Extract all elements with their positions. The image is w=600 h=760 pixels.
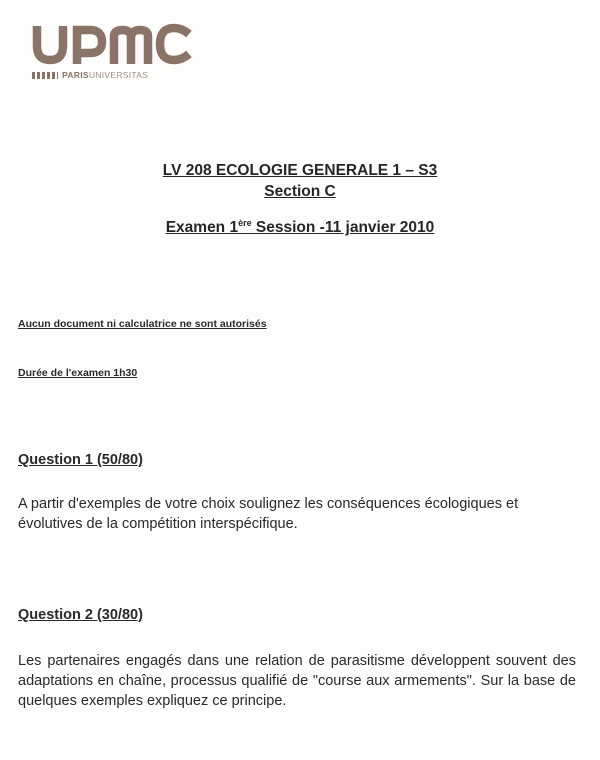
rule-no-documents: Aucun document ni calculatrice ne sont autorisés — [18, 318, 267, 330]
upmc-wordmark-logo — [30, 22, 195, 68]
section-label: Section C — [264, 183, 336, 200]
rule-duration: Durée de l'examen 1h30 — [18, 367, 138, 379]
question-1-heading: Question 1 (50/80) — [18, 452, 143, 468]
question-1-body: A partir d'exemples de votre choix soulignez les conséquences écologiques et évolutives de la compétition interspécifique. — [18, 496, 519, 532]
exam-prefix: Examen 1 — [165, 219, 239, 237]
question-2-heading: Question 2 (30/80) — [18, 607, 143, 623]
logo-paris: PARIS — [62, 70, 89, 80]
logo-year-mark — [32, 72, 58, 79]
question-2-body: Les partenaires engagés dans une relation de parasitisme développent souvent des adaptations en chaîne, processus qualifié de "course aux armements". Sur la base de quelques exemples expliquez ce principe. — [18, 653, 576, 709]
exam-session-line — [0, 218, 600, 237]
exam-superscript: ère — [238, 218, 252, 228]
logo-subtitle — [32, 70, 148, 80]
upmc-logo — [30, 22, 195, 82]
exam-suffix: Session -11 janvier 2010 — [251, 219, 435, 237]
exam-header — [0, 160, 600, 237]
course-title: LV 208 ECOLOGIE GENERALE 1 – S3 — [162, 162, 438, 179]
logo-universitas: UNIVERSITAS — [88, 70, 149, 80]
